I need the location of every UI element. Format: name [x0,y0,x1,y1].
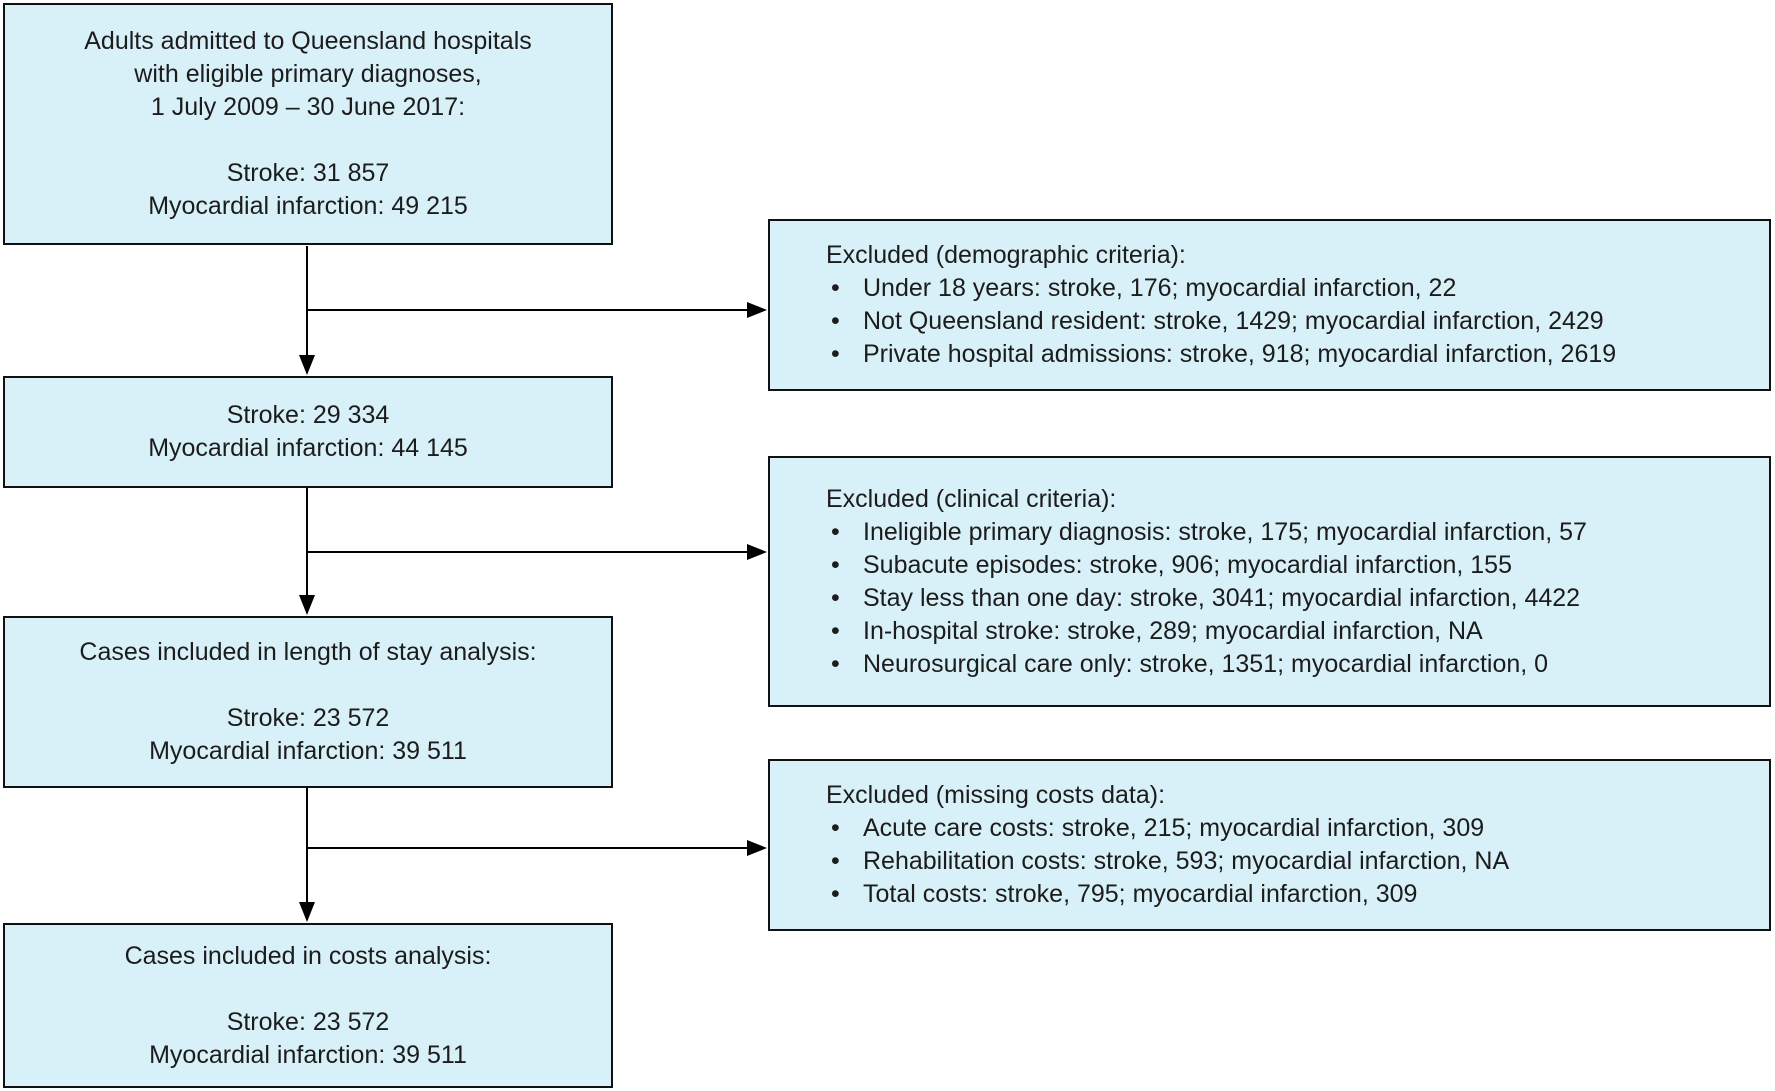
exclusion-box-missing-costs [768,759,1771,931]
exclusion-item: • Ineligible primary diagnosis: stroke, 175; myocardial infarction, 57 [826,516,1753,549]
exclusion-box-demographic [768,219,1771,391]
costs-analysis-mi-count: Myocardial infarction: 39 511 [149,1040,467,1069]
after-demographic-mi-count: Myocardial infarction: 44 145 [148,434,468,462]
los-analysis-mi-count: Myocardial infarction: 39 511 [149,737,467,765]
after-demographic-stroke-count: Stroke: 29 334 [226,401,390,429]
exclusion-item: • Stay less than one day: stroke, 3041; myocardial infarction, 4422 [826,582,1753,615]
population-stroke-count: Stroke: 31 857 [226,159,390,187]
exclusion-item: • Rehabilitation costs: stroke, 593; myocardial infarction, NA [826,845,1753,878]
exclusion-box-clinical [768,456,1771,707]
exclusion-item: • Acute care costs: stroke, 215; myocardial infarction, 309 [826,812,1753,845]
exclusion-clinical-list [826,516,1753,681]
population-heading-line: 1 July 2009 – 30 June 2017: [150,93,466,121]
exclusion-demographic-list [826,272,1753,371]
costs-analysis-stroke-count: Stroke: 23 572 [226,1007,390,1036]
exclusion-item: • Subacute episodes: stroke, 906; myocardial infarction, 155 [826,549,1753,582]
exclusion-item: • In-hospital stroke: stroke, 289; myocardial infarction, NA [826,615,1753,648]
exclusion-clinical-title: Excluded (clinical criteria): [826,484,1117,513]
exclusion-item: • Private hospital admissions: stroke, 918; myocardial infarction, 2619 [826,338,1753,371]
population-mi-count: Myocardial infarction: 49 215 [148,192,468,220]
exclusion-item: • Not Queensland resident: stroke, 1429; myocardial infarction, 2429 [826,305,1753,338]
costs-analysis-heading: Cases included in costs analysis: [124,941,492,970]
population-heading-line: with eligible primary diagnoses, [134,60,482,88]
flow-box-costs-analysis [3,923,613,1088]
exclusion-item: • Total costs: stroke, 795; myocardial infarction, 309 [826,878,1753,911]
flow-box-los-analysis [3,616,613,788]
exclusion-item: • Under 18 years: stroke, 176; myocardial infarction, 22 [826,272,1753,305]
flow-box-after-demographic [3,376,613,488]
population-heading-line: Adults admitted to Queensland hospitals [84,27,532,55]
exclusion-item: • Neurosurgical care only: stroke, 1351; myocardial infarction, 0 [826,648,1753,681]
los-analysis-stroke-count: Stroke: 23 572 [226,704,390,732]
flow-box-population [3,3,613,245]
los-analysis-heading: Cases included in length of stay analysis: [79,638,537,666]
exclusion-missing-costs-title: Excluded (missing costs data): [826,781,1166,809]
exclusion-demographic-title: Excluded (demographic criteria): [826,241,1186,269]
exclusion-missing-costs-list [826,812,1753,911]
